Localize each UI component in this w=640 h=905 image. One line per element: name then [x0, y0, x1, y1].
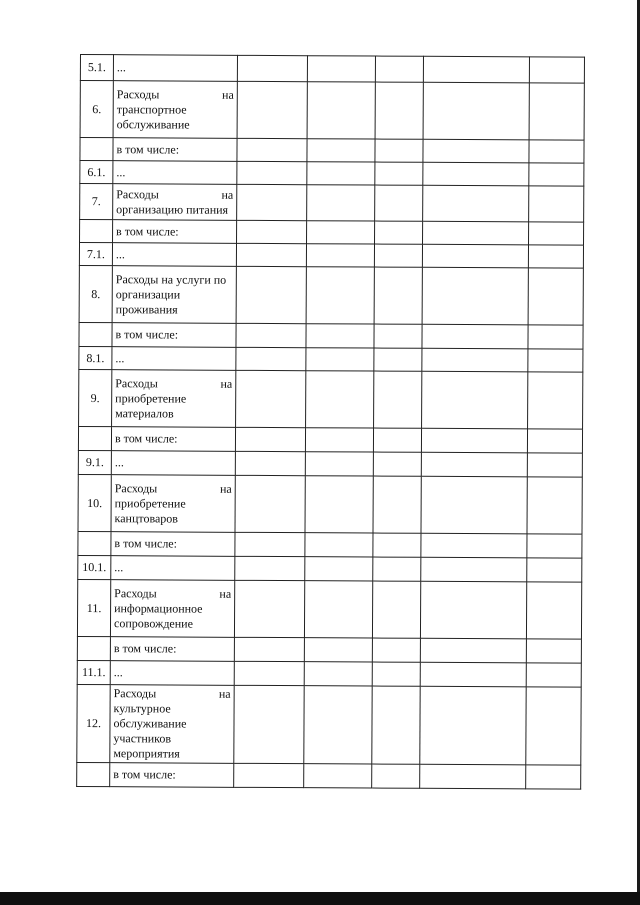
empty-cell — [375, 162, 423, 185]
empty-cell — [528, 268, 583, 325]
empty-cell — [528, 372, 583, 429]
empty-cell — [305, 428, 373, 452]
row-number: 7. — [80, 184, 113, 220]
empty-cell — [307, 185, 375, 221]
empty-cell — [422, 324, 528, 349]
empty-cell — [307, 139, 375, 162]
empty-cell — [305, 452, 373, 476]
empty-cell — [421, 428, 527, 453]
empty-cell — [307, 162, 375, 185]
empty-cell — [375, 56, 423, 82]
table-row — [79, 322, 583, 349]
description-line: приобретение — [114, 495, 186, 511]
empty-cell — [422, 244, 528, 268]
empty-cell — [372, 638, 420, 662]
empty-cell — [375, 139, 423, 162]
empty-cell — [306, 244, 374, 267]
row-number: 9. — [79, 369, 112, 426]
table-row — [78, 474, 582, 534]
empty-cell — [422, 371, 528, 429]
empty-cell — [421, 533, 527, 558]
table-row — [79, 346, 583, 372]
description-line: ... — [116, 60, 126, 75]
empty-cell — [420, 581, 526, 639]
empty-cell — [373, 533, 421, 557]
empty-cell — [423, 82, 529, 140]
empty-cell — [527, 453, 582, 477]
row-description — [110, 763, 234, 788]
description-line: обслуживание — [116, 116, 190, 132]
empty-cell — [421, 557, 527, 582]
empty-cell — [526, 687, 581, 765]
empty-cell — [235, 427, 305, 451]
empty-cell — [373, 428, 421, 452]
empty-cell — [372, 764, 420, 788]
empty-cell — [304, 662, 372, 686]
description-line: Расходы на — [116, 186, 234, 202]
empty-cell — [420, 662, 526, 687]
empty-cell — [526, 663, 581, 687]
empty-cell — [422, 348, 528, 372]
row-number: 7.1. — [79, 243, 112, 266]
row-description — [113, 81, 237, 139]
empty-cell — [236, 370, 306, 427]
row-number — [80, 138, 113, 161]
empty-cell — [237, 220, 307, 243]
empty-cell — [375, 221, 423, 244]
description-line: Расходы на — [115, 375, 233, 391]
row-number — [77, 636, 110, 660]
row-description — [110, 580, 234, 638]
description-line: сопровождение — [113, 615, 193, 631]
description-line: проживания — [115, 301, 178, 317]
empty-cell — [306, 348, 374, 371]
description-line: в том числе: — [116, 223, 179, 239]
row-number — [78, 426, 111, 450]
description-line: обслуживание — [113, 716, 187, 731]
table-row — [80, 55, 584, 84]
empty-cell — [422, 267, 528, 325]
row-number — [79, 322, 112, 346]
empty-cell — [305, 533, 373, 557]
description-line: Расходы на — [114, 480, 232, 496]
scan-bottom-band — [0, 892, 640, 905]
empty-cell — [235, 556, 305, 580]
empty-cell — [237, 81, 307, 138]
empty-cell — [236, 347, 306, 370]
row-description — [112, 370, 236, 428]
empty-cell — [306, 371, 374, 428]
empty-cell — [235, 475, 305, 532]
row-number: 8.1. — [79, 346, 112, 369]
row-number: 11.1. — [77, 660, 110, 684]
empty-cell — [307, 82, 375, 139]
empty-cell — [305, 557, 373, 581]
row-description — [113, 55, 237, 82]
row-description — [112, 266, 236, 324]
description-line: организации — [115, 286, 181, 302]
description-line: Расходы на — [116, 86, 234, 102]
description-line: в том числе: — [114, 536, 178, 551]
empty-cell — [306, 267, 374, 324]
empty-cell — [526, 639, 581, 663]
empty-cell — [526, 582, 581, 639]
empty-cell — [420, 686, 526, 765]
empty-cell — [235, 532, 305, 556]
empty-cell — [307, 56, 375, 82]
description-line: приобретение — [115, 390, 187, 406]
table-row — [79, 369, 583, 429]
table-row — [77, 660, 581, 687]
empty-cell — [527, 558, 582, 582]
description-line: ... — [113, 665, 123, 680]
row-number: 5.1. — [80, 55, 113, 81]
description-line: Расходы на — [113, 686, 231, 701]
empty-cell — [527, 477, 582, 534]
description-line: ... — [114, 560, 124, 575]
empty-cell — [423, 139, 529, 163]
description-line: ... — [114, 455, 124, 470]
expense-table — [76, 54, 585, 790]
row-description — [113, 138, 237, 162]
table-row — [77, 684, 581, 765]
row-number — [78, 531, 111, 555]
empty-cell — [374, 371, 422, 428]
table-row — [79, 265, 583, 325]
empty-cell — [304, 581, 372, 638]
empty-cell — [237, 161, 307, 184]
table-row — [78, 555, 582, 582]
table-row — [77, 636, 581, 663]
row-number: 8. — [79, 265, 112, 322]
empty-cell — [375, 82, 423, 139]
empty-cell — [421, 476, 527, 534]
empty-cell — [374, 267, 422, 324]
row-number: 10. — [78, 474, 111, 531]
description-line: транспортное — [116, 101, 187, 117]
empty-cell — [237, 138, 307, 161]
table-row — [77, 762, 581, 789]
empty-cell — [306, 324, 374, 348]
empty-cell — [420, 638, 526, 663]
description-line: мероприятия — [113, 746, 180, 761]
empty-cell — [373, 476, 421, 533]
empty-cell — [375, 185, 423, 221]
empty-cell — [373, 557, 421, 581]
description-line: в том числе: — [116, 141, 180, 157]
table-row — [80, 81, 584, 141]
empty-cell — [529, 140, 584, 163]
row-description — [111, 427, 235, 452]
row-description — [110, 661, 234, 686]
empty-cell — [305, 476, 373, 533]
empty-cell — [304, 686, 372, 764]
empty-cell — [304, 638, 372, 662]
row-description — [113, 184, 237, 221]
empty-cell — [526, 765, 581, 789]
table-row — [80, 184, 584, 223]
empty-cell — [374, 324, 422, 348]
row-number: 10.1. — [78, 555, 111, 579]
row-description — [112, 243, 236, 267]
empty-cell — [234, 685, 304, 763]
row-number: 11. — [77, 579, 110, 636]
description-line: информационное — [114, 600, 203, 616]
empty-cell — [529, 83, 584, 140]
empty-cell — [236, 323, 306, 347]
description-line: в том числе: — [114, 431, 178, 446]
empty-cell — [235, 451, 305, 475]
empty-cell — [529, 186, 584, 222]
row-description — [111, 451, 235, 476]
row-number: 12. — [77, 684, 110, 762]
table-row — [78, 426, 582, 453]
empty-cell — [527, 429, 582, 453]
description-line: организацию питания — [116, 201, 229, 217]
description-line: Расходы на услуги по — [115, 271, 227, 287]
row-description — [113, 161, 237, 185]
empty-cell — [236, 266, 306, 323]
row-number — [77, 762, 110, 786]
empty-cell — [234, 580, 304, 637]
empty-cell — [237, 55, 307, 81]
empty-cell — [374, 348, 422, 371]
empty-cell — [420, 764, 526, 789]
empty-cell — [527, 534, 582, 558]
row-description — [110, 637, 234, 662]
description-line: ... — [115, 246, 125, 261]
empty-cell — [372, 662, 420, 686]
empty-cell — [528, 349, 583, 372]
row-description — [113, 220, 237, 244]
description-line: культурное — [113, 701, 171, 716]
empty-cell — [529, 57, 584, 83]
row-description — [110, 685, 234, 764]
description-line: ... — [116, 164, 126, 179]
row-number: 6.1. — [80, 161, 113, 184]
table-row — [80, 161, 584, 187]
empty-cell — [528, 245, 583, 268]
empty-cell — [529, 222, 584, 245]
empty-cell — [234, 661, 304, 685]
table-row — [78, 450, 582, 477]
empty-cell — [374, 244, 422, 267]
table-row — [78, 531, 582, 558]
empty-cell — [421, 452, 527, 477]
empty-cell — [373, 452, 421, 476]
table-row — [79, 243, 583, 269]
row-description — [112, 347, 236, 371]
empty-cell — [423, 185, 529, 222]
empty-cell — [423, 162, 529, 186]
empty-cell — [304, 764, 372, 788]
empty-cell — [423, 56, 529, 83]
empty-cell — [237, 184, 307, 220]
description-line: канцтоваров — [114, 510, 179, 526]
row-description — [111, 556, 235, 581]
empty-cell — [307, 221, 375, 244]
table-row — [77, 579, 581, 639]
empty-cell — [234, 637, 304, 661]
description-line: Расходы на — [114, 585, 232, 601]
description-line: участников — [113, 731, 172, 746]
row-number: 9.1. — [78, 450, 111, 474]
empty-cell — [423, 221, 529, 245]
table-row — [80, 138, 584, 164]
empty-cell — [236, 243, 306, 266]
row-description — [111, 475, 235, 533]
row-description — [112, 323, 236, 348]
empty-cell — [372, 686, 420, 764]
row-description — [111, 532, 235, 557]
description-line: в том числе: — [115, 327, 179, 342]
description-line: материалов — [115, 405, 174, 420]
table-row — [80, 220, 584, 246]
row-number: 6. — [80, 81, 113, 138]
description-line: ... — [115, 350, 125, 365]
empty-cell — [372, 581, 420, 638]
row-number — [80, 220, 113, 243]
description-line: в том числе: — [113, 641, 177, 656]
empty-cell — [528, 325, 583, 349]
empty-cell — [529, 163, 584, 186]
description-line: в том числе: — [113, 767, 176, 782]
empty-cell — [234, 763, 304, 787]
